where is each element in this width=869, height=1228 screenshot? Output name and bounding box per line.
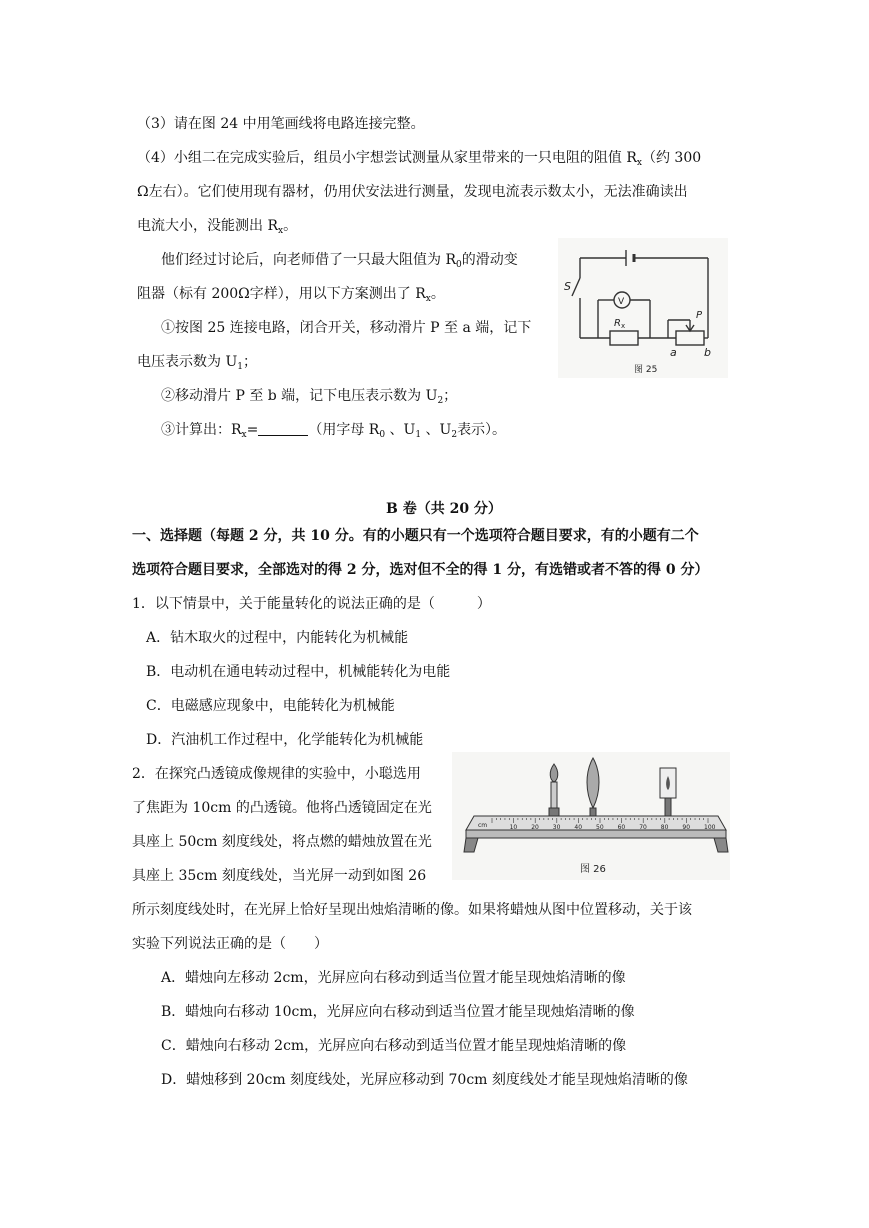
question-4-line3 [137,216,297,241]
question-1-option-d: D．汽油机工作过程中，化学能转化为机械能 [146,732,424,748]
step-2 [161,386,457,411]
step-1-line1: ①按图 25 连接电路，闭合开关，移动滑片 P 至 a 端，记下 [161,320,532,336]
q4-text: ； [443,388,458,404]
question-2-line2: 了焦距为 10cm 的凸透镜。他将凸透镜固定在光 [132,800,432,816]
question-2-line4: 具座上 35cm 刻度线处，当光屏一动到如图 26 [132,868,427,884]
question-2-option-c: C．蜡烛向右移动 2cm，光屏应向右移动到适当位置才能呈现烛焰清晰的像 [161,1038,627,1054]
scale-tick-label: 40 [574,824,583,831]
question-4-line1 [137,148,701,173]
scale-tick-label: 60 [617,824,626,831]
q4-text: 。 [430,286,445,302]
question-1-option-c: C．电磁感应现象中，电能转化为机械能 [146,698,395,714]
question-1-option-b: B．电动机在通电转动过程中，机械能转化为电能 [146,664,451,680]
question-2-option-d: D．蜡烛移到 20cm 刻度线处，光屏应移动到 70cm 刻度线处才能呈现烛焰清晰的像 [161,1072,688,1088]
q4-text: ③计算出：R [161,422,242,438]
subscript: 1 [415,430,422,440]
end-b-label: b [704,346,711,359]
optical-bench-diagram [452,752,730,880]
rx-label: R [614,318,621,329]
scale-tick-label: 10 [509,824,518,831]
question-2-line3: 具座上 50cm 刻度线处，将点燃的蜡烛放置在光 [132,834,432,850]
subscript: 0 [456,260,462,270]
subscript: x [636,158,642,168]
switch-label: S [564,280,571,293]
scale-tick-label: 80 [660,824,669,831]
voltmeter-label: V [618,297,625,307]
subscript: x [241,430,247,440]
bench-front [466,830,726,838]
question-2-option-a: A．蜡烛向左移动 2cm，光屏应向右移动到适当位置才能呈现烛焰清晰的像 [161,970,626,986]
q4-text: （约 300 [641,150,702,166]
step-3 [161,420,506,445]
question-1-option-a: A．钻木取火的过程中，内能转化为机械能 [146,630,409,646]
scale-tick-label: 50 [596,824,604,831]
rx-subscript: x [621,322,626,330]
slider-p-label: P [696,310,703,321]
question-2-line5: 所示刻度线处时，在光屏上恰好呈现出烛焰清晰的像。如果将蜡烛从图中位置移动，关于该 [132,902,692,918]
question-1-stem: 1．以下情景中，关于能量转化的说法正确的是（ ） [132,596,491,612]
figure-25-circuit [558,238,728,378]
q4-text: 表示）。 [457,422,507,438]
scale-tick-label: 20 [531,824,539,831]
question-2-option-b: B．蜡烛向右移动 10cm，光屏应向右移动到适当位置才能呈现烛焰清晰的像 [161,1004,635,1020]
scale-tick-label: 100 [704,824,716,831]
q4-text: = [246,422,259,438]
q4-text: 的滑动变 [461,252,518,268]
q4-text: 、U [421,422,452,438]
end-a-label: a [670,346,677,359]
question-4-line5 [137,284,445,309]
question-2-line1: 2．在探究凸透镜成像规律的实验中，小聪选用 [132,766,421,782]
figure-25-caption: 图 25 [634,365,658,375]
section-b-instructions-line2: 选项符合题目要求，全部选对的得 2 分，选对但不全的得 1 分，有选错或者不答的得 0 分） [132,562,709,578]
question-4-line4 [161,250,518,275]
subscript: 2 [451,430,458,440]
section-b-instructions-line1: 一、选择题（每题 2 分，共 10 分。有的小题只有一个选项符合题目要求，有的小题有二个 [132,528,699,544]
answer-blank[interactable] [258,421,308,436]
subscript: 1 [237,362,243,372]
question-4-line2: Ω左右）。它们使用现有器材，仍用伏安法进行测量，发现电流表示数太小，无法准确读出 [137,184,688,200]
q4-text: ； [242,354,257,370]
q4-text: （4）小组二在完成实验后，组员小宇想尝试测量从家里带来的一只电阻的阻值 R [137,150,637,166]
scale-tick-label: 90 [682,824,691,831]
scale-unit-label: cm [478,822,488,829]
q4-text: 他们经过讨论后，向老师借了一只最大阻值为 R [161,252,456,268]
figure-26-caption: 图 26 [580,864,606,875]
candle [549,764,559,816]
question-2-line6: 实验下列说法正确的是（ ） [132,936,328,952]
q4-text: 阻器（标有 200Ω字样），用以下方案测出了 R [137,286,426,302]
question-3: （3）请在图 24 中用笔画线将电路连接完整。 [137,116,425,132]
q4-text: 、U [385,422,416,438]
subscript: 0 [379,430,386,440]
q4-text: ②移动滑片 P 至 b 端，记下电压表示数为 U [161,388,438,404]
section-b-title: B 卷（共 20 分） [386,501,502,517]
circuit-diagram [558,238,728,378]
step-1-line2 [137,352,257,377]
figure-26-optical-bench [452,752,730,880]
subscript: x [425,294,431,304]
q4-text: 。 [283,218,298,234]
scale-tick-label: 30 [552,824,561,831]
q4-text: 电压表示数为 U [137,354,238,370]
q4-text: （用字母 R [308,422,380,438]
subscript: 2 [437,396,444,406]
subscript: x [278,226,284,236]
scale-tick-label: 70 [639,824,647,831]
q4-text: 电流大小，没能测出 R [137,218,278,234]
